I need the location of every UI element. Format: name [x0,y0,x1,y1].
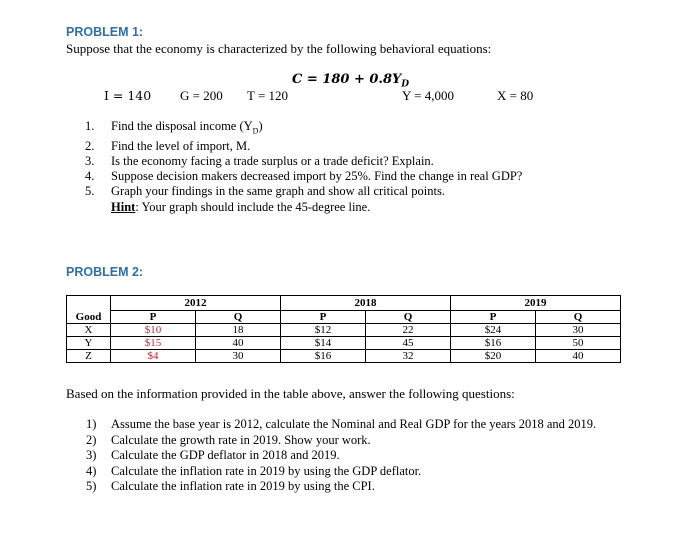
hint-label: Hint [111,199,136,214]
question-text: Assume the base year is 2012, calculate the Nominal and Real GDP for the years 2018 and 2019. [111,417,597,431]
table-row [67,337,621,350]
year-header-row [67,296,621,311]
price-2019-cell: $20 [451,350,536,363]
question-number: 4. [85,169,95,184]
good-header: Good [67,311,111,324]
question-number: 2. [85,138,95,153]
question-text: Graph your findings in the same graph and show all critical points. [111,184,445,199]
year-2012-header: 2012 [111,296,281,311]
question-text: Find the disposal income (Y [111,119,253,133]
table-row [67,324,621,337]
table-row [67,350,621,363]
output-value: Y = 4,000 [402,88,454,103]
question-number: 2) [86,432,97,447]
year-2018-header: 2018 [281,296,451,311]
list-item [86,448,611,464]
problem-2-questions [86,417,611,495]
list-item [85,119,522,139]
question-number: 1) [86,417,97,431]
price-2018-cell: $12 [281,324,366,337]
question-number: 3) [86,448,97,462]
question-number: 4) [86,463,97,478]
question-text: Calculate the growth rate in 2019. Show your work. [111,432,371,447]
question-text: Calculate the inflation rate in 2019 by using the CPI. [111,479,375,493]
quantity-2019-cell: 50 [536,337,621,350]
list-item [86,479,611,495]
question-text-end: ) [258,119,263,133]
question-text: Is the economy facing a trade surplus or a trade deficit? Explain. [111,153,434,168]
problem-1-heading: PROBLEM 1: [66,25,144,39]
good-cell: Y [67,337,111,350]
list-item [85,139,522,154]
quantity-2012-cell: 30 [196,350,281,363]
problem-1-questions [85,119,522,215]
question-number: 3. [85,153,95,168]
list-item [85,169,522,184]
good-column-corner [67,296,111,311]
consumption-equation [292,72,409,90]
p-header: P [111,311,196,324]
good-cell: X [67,324,111,337]
problem-2-prompt: Based on the information provided in the table above, answer the following questions: [66,386,515,401]
list-item [86,417,611,433]
quantity-2012-cell: 40 [196,337,281,350]
question-subscript: D [252,126,259,136]
government-value: G = 200 [180,88,223,103]
hint-line [85,200,522,215]
quantity-2012-cell: 18 [196,324,281,337]
list-item [85,184,522,199]
price-2012-cell: $10 [111,324,196,337]
problem-2-heading: PROBLEM 2: [66,265,144,279]
question-text: Calculate the inflation rate in 2019 by using the GDP deflator. [111,463,422,478]
question-number: 5. [85,184,95,199]
price-2012-cell: $4 [111,350,196,363]
problem-1-intro: Suppose that the economy is characterized by the following behavioral equations: [66,41,492,56]
column-header-row [67,311,621,324]
list-item [85,154,522,169]
quantity-2019-cell: 40 [536,350,621,363]
price-2018-cell: $16 [281,350,366,363]
p-header: P [451,311,536,324]
question-text: Find the level of import, M. [111,138,251,153]
p-header: P [281,311,366,324]
quantity-2018-cell: 45 [366,337,451,350]
q-header: Q [536,311,621,324]
question-number: 5) [86,479,97,493]
price-2019-cell: $24 [451,324,536,337]
exports-value: X = 80 [497,88,534,103]
q-header: Q [366,311,451,324]
consumption-equation-subscript: D [401,79,410,90]
list-item [86,464,611,480]
consumption-equation-text: C = 180 + 0.8Y [292,72,402,87]
q-header: Q [196,311,281,324]
question-text: Calculate the GDP deflator in 2018 and 2019. [111,448,340,462]
price-2018-cell: $14 [281,337,366,350]
price-2019-cell: $16 [451,337,536,350]
quantity-2018-cell: 22 [366,324,451,337]
good-cell: Z [67,350,111,363]
quantity-2019-cell: 30 [536,324,621,337]
list-item [86,433,611,449]
year-2019-header: 2019 [451,296,621,311]
question-number: 1. [85,119,95,133]
price-2012-cell: $15 [111,337,196,350]
hint-text: : Your graph should include the 45-degree line. [135,199,371,214]
quantity-2018-cell: 32 [366,350,451,363]
question-text: Suppose decision makers decreased import by 25%. Find the change in real GDP? [111,169,523,184]
investment-value: I = 140 [104,88,152,103]
price-quantity-table [66,295,621,363]
tax-value: T = 120 [247,88,289,103]
